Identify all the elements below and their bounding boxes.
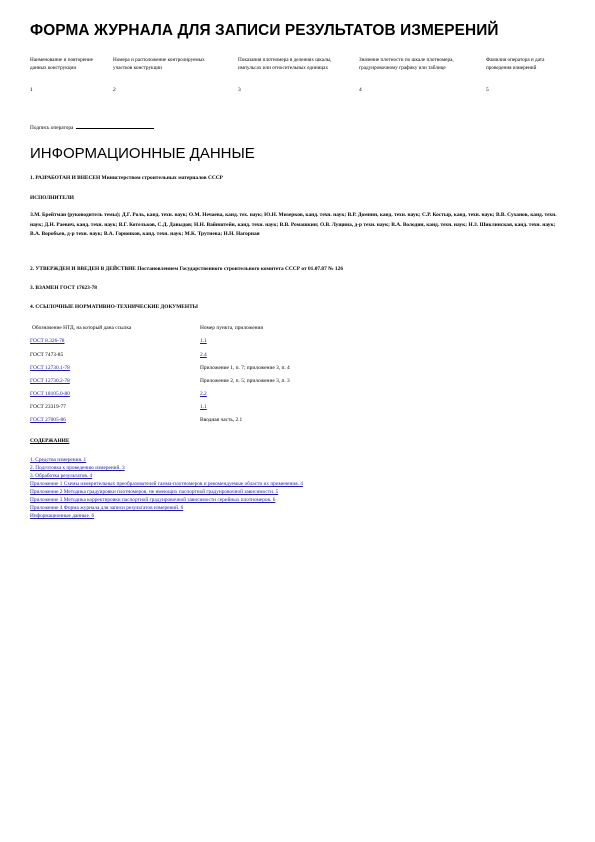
reference-row-doc: ГОСТ 23319-77 [30, 404, 66, 410]
toc-link[interactable]: Приложение 1 Схемы измерительных преобразователей гамма-плотномеров и рекомендуемые области их применения. 4 [30, 481, 303, 487]
toc-link[interactable]: 1. Средства измерения. 1 [30, 457, 87, 463]
reference-link[interactable]: ГОСТ 12730.1-78 [30, 365, 70, 371]
reference-link[interactable]: ГОСТ 18105.0-80 [30, 391, 70, 397]
reference-item-link[interactable]: 1.1 [200, 404, 207, 410]
journal-column-header-2: Номера и расположение контролируемых участков конструкции [113, 57, 205, 71]
info-section-title: ИНФОРМАЦИОННЫЕ ДАННЫЕ [30, 145, 255, 162]
reference-row-doc[interactable] [30, 417, 66, 423]
journal-column-header-1: Наименование и повторение данных конструкции [30, 57, 93, 71]
info-item-approved: 2. УТВЕРЖДЕН И ВВЕДЕН В ДЕЙСТВИЕ Постановлением Государственного строительного комитета СССР от 01.07.87 № 126 [30, 266, 344, 272]
references-header-document: Обозначение НТД, на который дана ссылка [32, 325, 132, 331]
toc-link[interactable]: Приложение 3 Методика корректировки паспортной градуировочной зависимости серийных плотномеров. 6 [30, 497, 276, 503]
reference-row-doc[interactable] [30, 391, 70, 397]
reference-item-link[interactable]: 2.4 [200, 352, 207, 358]
operator-signature-row [30, 123, 154, 131]
reference-row-doc[interactable] [30, 338, 65, 344]
journal-column-number-2: 2 [113, 87, 116, 93]
toc-link[interactable]: 3. Обработка результатов. 4 [30, 473, 93, 479]
reference-item-link[interactable]: 1.1 [200, 338, 207, 344]
toc-link[interactable]: Приложение 2 Методика градуировки плотномеров, не имеющих паспортной градуировочной зависимости. 5 [30, 489, 279, 495]
reference-row-doc[interactable] [30, 365, 70, 371]
reference-row-item[interactable] [200, 338, 207, 344]
reference-link[interactable]: ГОСТ 8.326-78 [30, 338, 65, 344]
toc-link[interactable]: 2. Подготовка к проведению измерений. 3 [30, 465, 125, 471]
journal-column-header-5: Фамилия оператора и дата проведения измерений [486, 57, 545, 71]
reference-item-link[interactable]: 2.2 [200, 391, 207, 397]
toc-link[interactable]: Информационные данные. 6 [30, 513, 95, 519]
reference-row-item: Вводная часть, 2.1 [200, 417, 243, 423]
journal-column-header-4: Значение плотности по шкале плотномера, градуировочному графику или таблице [359, 57, 454, 71]
info-item-developed: 1. РАЗРАБОТАН И ВНЕСЕН Министерством строительных материалов СССР [30, 175, 223, 181]
signature-line [76, 123, 154, 129]
info-item-replaces: 3. ВЗАМЕН ГОСТ 17623-78 [30, 285, 98, 291]
toc-title: СОДЕРЖАНИЕ [30, 438, 70, 444]
reference-row-doc[interactable] [30, 378, 70, 384]
toc-link[interactable]: Приложение 4 Форма журнала для записи результатов измерений. 6 [30, 505, 184, 511]
reference-link[interactable]: ГОСТ 12730.2-78 [30, 378, 70, 384]
executors-heading: ИСПОЛНИТЕЛИ [30, 195, 74, 201]
journal-column-number-3: 3 [238, 87, 241, 93]
reference-link[interactable]: ГОСТ 27005-86 [30, 417, 66, 423]
journal-column-number-1: 1 [30, 87, 33, 93]
journal-form-title: ФОРМА ЖУРНАЛА ДЛЯ ЗАПИСИ РЕЗУЛЬТАТОВ ИЗМЕРЕНИЙ [30, 22, 499, 39]
signature-label: Подпись оператора [30, 125, 74, 131]
reference-row-item: Приложение 2, п. 5; приложение 3, п. 3 [200, 378, 290, 384]
references-header-item: Номер пункта, приложения [200, 325, 263, 331]
reference-row-doc: ГОСТ 7473-85 [30, 352, 64, 358]
reference-row-item[interactable] [200, 391, 207, 397]
executors-list: З.М. Брейтман (руководитель темы); Д.Г. Роль, канд. техн. наук; О.М. Нечаева, канд. тех. наук; Ю.Н. Мизерков, канд. техн. наук; В.Р. Домнин, канд. техн. наук; С.Р. Костыр, канд. техн. наук; В.В. Суханов, канд. техн. наук; Д.Н. Раевич, канд. техн. наук; В.Г. Котельков, С.Д. Давыдов; Н.Н. Вайнштейн, канд. техн. наук; В.В. Ромашкин; О.В. Лущина, д-р техн. наук; В.А. Володин, канд. техн. наук; Н.З. Шиклинская, канд. техн. наук; В.А. Воробьев, д-р техн. наук; В.А. Горюнков, канд. техн. наук; М.К. Трутнева; Н.Н. Нагорная [30, 212, 557, 238]
reference-row-item[interactable] [200, 404, 207, 410]
reference-row-item[interactable] [200, 352, 207, 358]
reference-row-item: Приложение 1, п. 7; приложение 3, п. 4 [200, 365, 290, 371]
info-item-references: 4. ССЫЛОЧНЫЕ НОРМАТИВНО-ТЕХНИЧЕСКИЕ ДОКУМЕНТЫ [30, 304, 198, 310]
journal-column-header-3: Показания плотномера в делениях шкалы, импульсах или относительных единицах [238, 57, 332, 71]
journal-column-number-4: 4 [359, 87, 362, 93]
journal-column-number-5: 5 [486, 87, 489, 93]
